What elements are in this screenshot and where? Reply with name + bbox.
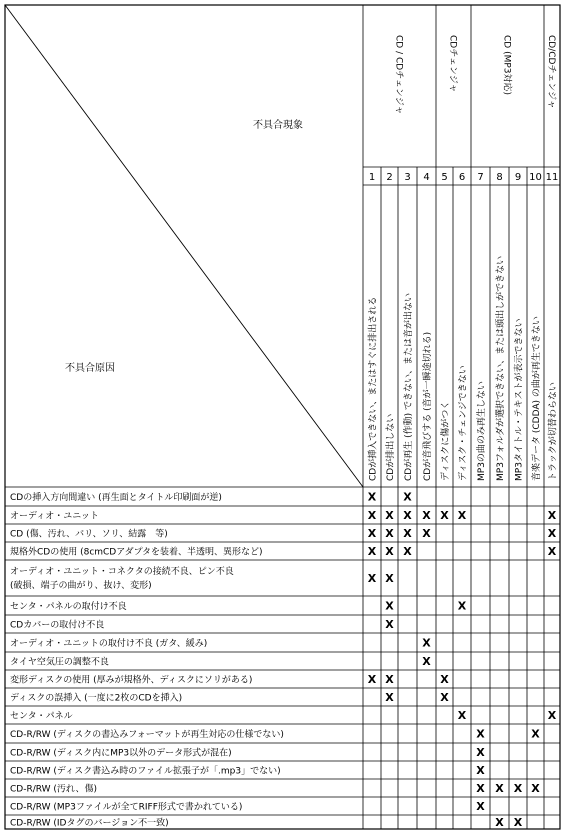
matrix-mark: X — [403, 527, 412, 540]
cause-header: 不具合原因 — [65, 363, 115, 374]
matrix-mark: X — [457, 599, 467, 613]
matrix-mark: X — [495, 782, 504, 795]
column-number: 10 — [529, 172, 542, 183]
matrix-mark: X — [476, 727, 485, 741]
matrix-mark: X — [476, 746, 485, 759]
matrix-mark: X — [403, 545, 412, 558]
phenomenon-header: 不具合現象 — [253, 120, 303, 131]
cause-label: CD-R/RW (汚れ、傷) — [10, 784, 97, 795]
matrix-mark: X — [367, 545, 377, 558]
matrix-mark: X — [440, 673, 449, 686]
column-number: 7 — [477, 172, 484, 183]
matrix-mark: X — [547, 709, 557, 722]
cause-label: ディスクの誤挿入 (一度に2枚のCDを挿入) — [10, 693, 183, 704]
column-number: 1 — [368, 172, 376, 183]
cause-label: センタ・パネル — [10, 711, 73, 722]
matrix-mark: X — [457, 709, 467, 722]
column-number: 5 — [441, 172, 448, 183]
column-number: 3 — [404, 172, 411, 183]
symptom-label: CDが再生 (作動) できない、または音が出ない — [404, 293, 414, 481]
symptom-label: CDが排出しない — [386, 413, 396, 481]
matrix-mark: X — [422, 527, 431, 540]
device-group-headers — [394, 35, 558, 115]
column-number: 4 — [423, 172, 430, 183]
matrix-mark: X — [531, 727, 540, 741]
symptom-label: ディスク・チェンジできない — [458, 365, 469, 481]
corner-diagonal — [5, 5, 363, 487]
column-numbers — [369, 172, 559, 183]
device-group-label: CDチェンジャ — [447, 35, 458, 93]
matrix-mark: X — [385, 527, 394, 540]
symptom-label: CDが音飛びする (音が一瞬途切れる) — [423, 331, 433, 481]
symptom-label: MP3フォルダが選択できない、または頭出しができない — [496, 255, 506, 481]
matrix-mark: X — [513, 782, 523, 795]
matrix-mark: X — [367, 673, 377, 686]
symptom-label: トラックが切替わらない — [548, 382, 559, 481]
cause-label: CDの挿入方向間違い (再生面とタイトル印刷面が逆) — [10, 493, 222, 503]
cause-label: CD-R/RW (ディスク書込み時のファイル拡張子が「.mp3」でない) — [10, 766, 281, 777]
matrix-mark: X — [385, 545, 394, 558]
cause-label: CD-R/RW (ディスク内にMP3以外のデータ形式が混在) — [10, 748, 232, 759]
cause-label: 変形ディスクの使用 (厚みが規格外、ディスクにソリがある) — [10, 675, 253, 686]
cause-label: CD (傷、汚れ、バリ、ソリ、結露 等) — [10, 529, 168, 540]
cause-label: タイヤ空気圧の調整不良 — [10, 657, 109, 668]
matrix-mark: X — [440, 691, 449, 704]
symptom-labels — [367, 256, 559, 481]
cause-label: 規格外CDの使用 (8cmCDアダプタを装着、半透明、異形など) — [10, 547, 263, 558]
column-number: 8 — [496, 172, 503, 183]
matrix-mark: X — [547, 509, 557, 522]
column-number: 9 — [514, 172, 522, 183]
matrix-mark: X — [403, 490, 412, 504]
cause-label: CD-R/RW (IDタグのバージョン不一致) — [10, 818, 169, 829]
matrix-mark: X — [422, 636, 431, 650]
matrix-mark: X — [367, 527, 377, 540]
matrix-mark: X — [385, 691, 394, 704]
matrix-mark: X — [547, 527, 557, 540]
symptom-label: MP3タイトル・テキストが表示できない — [514, 318, 525, 481]
cause-label: CDカバーの取付け不良 — [10, 620, 105, 631]
cause-label: オーディオ・ユニット・コネクタの接続不良、ピン不良 — [10, 567, 234, 577]
cause-label: CD-R/RW (MP3ファイルが全てRIFF形式で書かれている) — [10, 802, 243, 813]
column-number: 2 — [386, 172, 393, 183]
symptom-label: ディスクに傷がつく — [441, 400, 451, 481]
matrix-mark: X — [385, 618, 394, 631]
matrix-mark: X — [367, 490, 377, 504]
matrix-mark: X — [440, 509, 449, 522]
matrix-mark: X — [457, 509, 467, 522]
symptom-label: CDが挿入できない、またはすぐに排出される — [368, 296, 379, 481]
symptom-label: MP3の曲のみ再生しない — [477, 381, 487, 481]
matrix-mark: X — [367, 572, 377, 585]
device-group-label: CD / CDチェンジャ — [393, 35, 404, 115]
cause-label: オーディオ・ユニットの取付け不良 (ガタ、緩み) — [10, 639, 208, 649]
matrix-mark: X — [385, 572, 394, 585]
cause-label: センタ・パネルの取付け不良 — [10, 602, 127, 612]
matrix-mark: X — [513, 816, 523, 829]
matrix-marks — [368, 491, 557, 830]
matrix-mark: X — [385, 509, 394, 522]
cause-label-line2: (破損、端子の曲がり、抜け、変形) — [10, 581, 152, 591]
column-number: 6 — [458, 172, 466, 183]
matrix-mark: X — [422, 655, 431, 668]
matrix-mark: X — [547, 545, 557, 558]
matrix-mark: X — [476, 800, 485, 813]
matrix-mark: X — [385, 599, 394, 613]
matrix-mark: X — [531, 782, 540, 795]
matrix-mark: X — [422, 509, 431, 522]
cause-label: CD-R/RW (ディスクの書込みフォーマットが再生対応の仕様でない) — [10, 730, 284, 740]
matrix-mark: X — [476, 782, 485, 795]
device-group-label: CD (MP3対応) — [501, 35, 512, 96]
matrix-mark: X — [495, 816, 504, 829]
column-number: 11 — [545, 172, 559, 183]
cause-label: オーディオ・ユニット — [10, 511, 99, 522]
matrix-mark: X — [367, 509, 377, 522]
matrix-mark: X — [476, 764, 485, 777]
matrix-mark: X — [403, 509, 412, 522]
symptom-label: 音楽データ (CDDA) の曲が再生できない — [532, 316, 542, 481]
device-group-label: CD/CDチェンジャ — [546, 35, 556, 109]
matrix-mark: X — [385, 673, 394, 686]
